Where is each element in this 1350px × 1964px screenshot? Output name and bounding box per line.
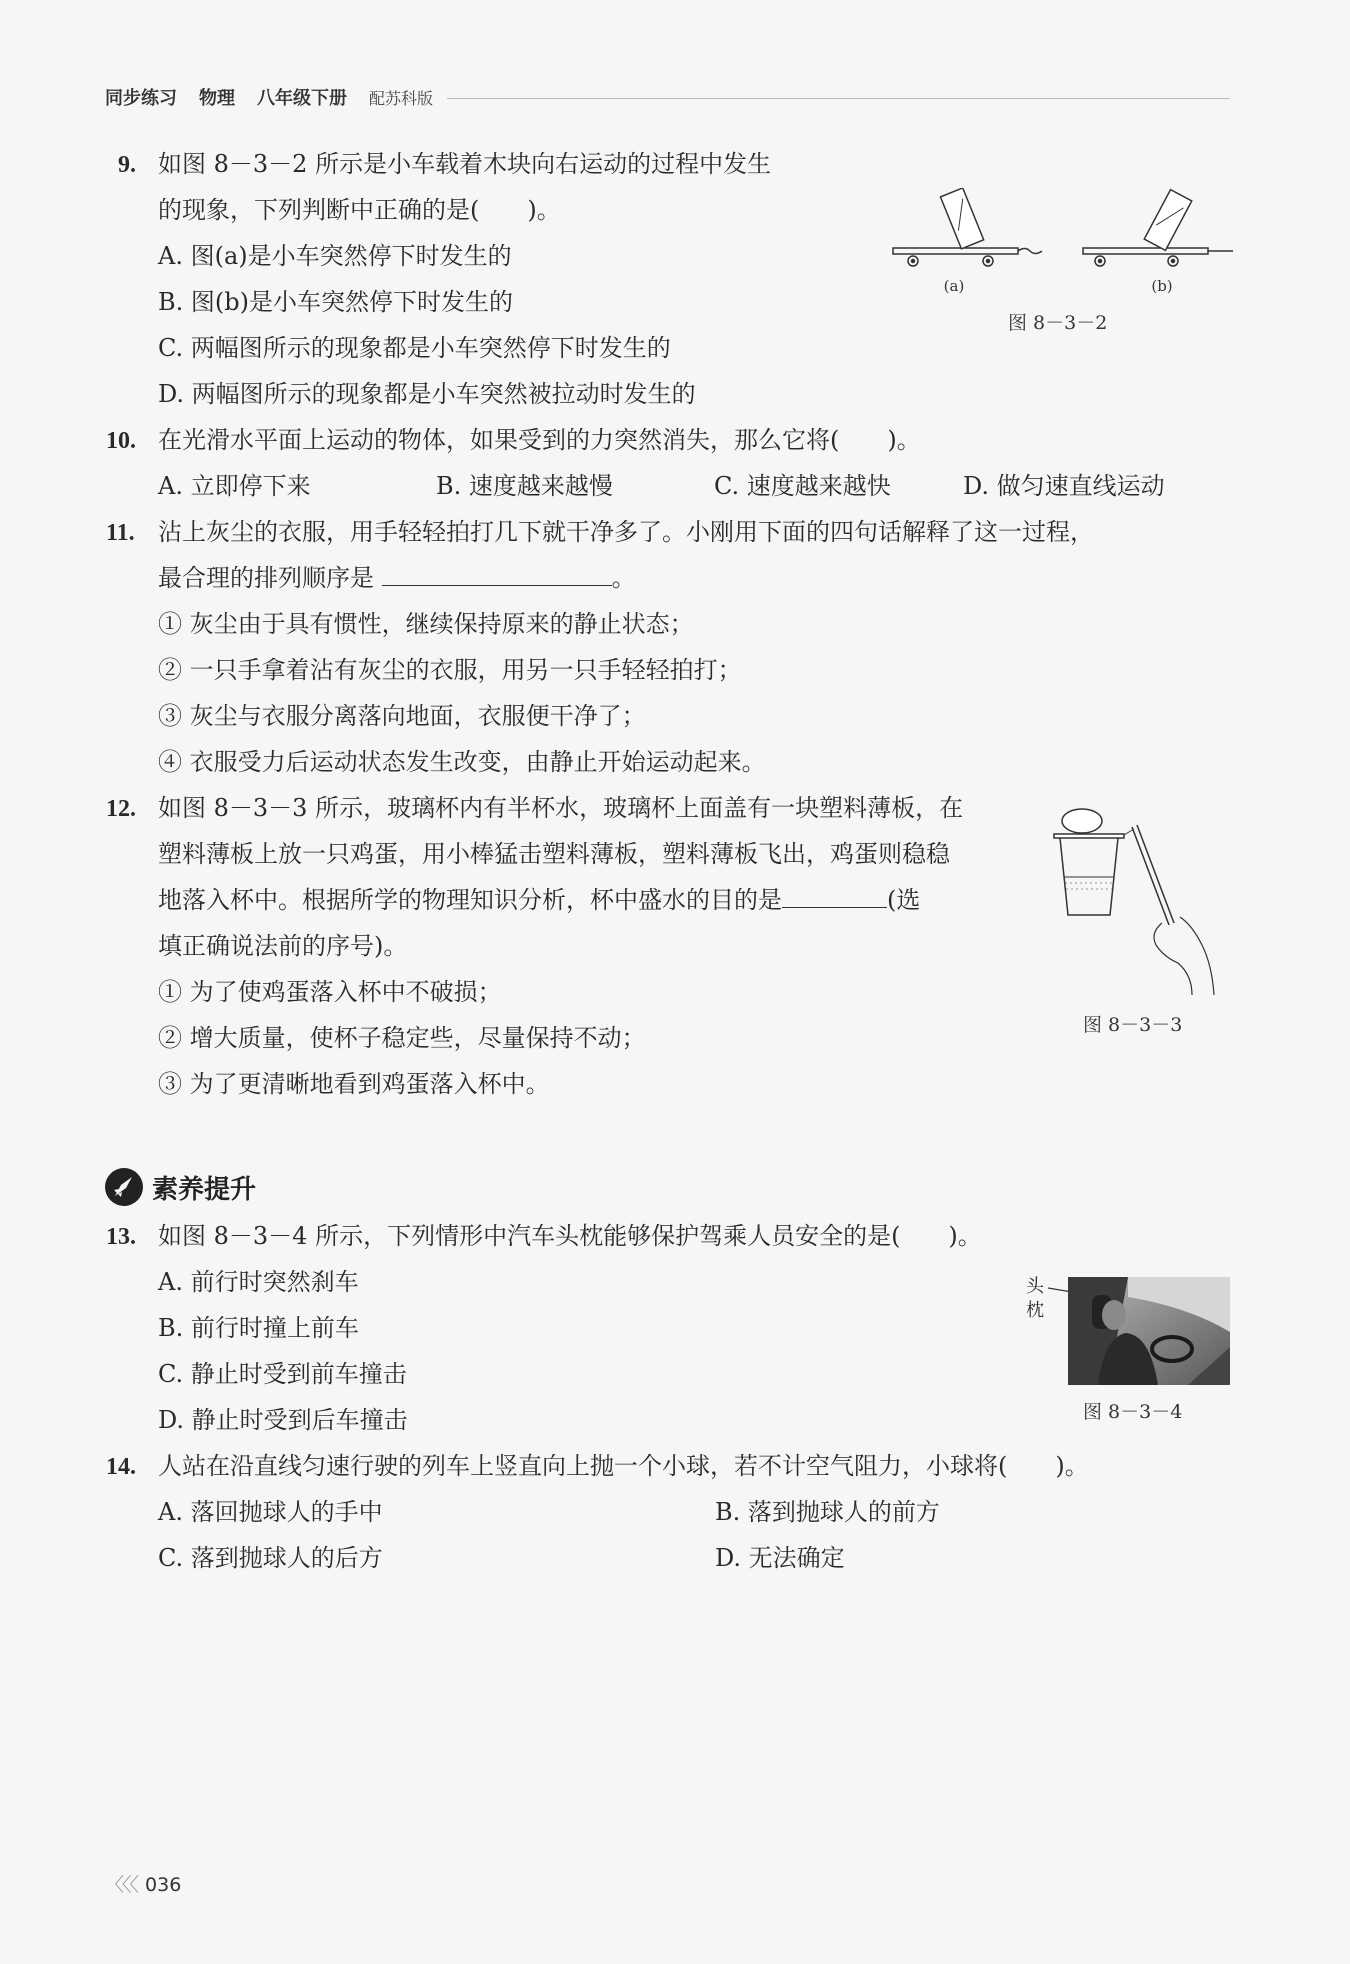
figure-b-label: (b) (1151, 277, 1173, 295)
q12-item-1: ① 为了使鸡蛋落入杯中不破损； (158, 978, 502, 1006)
q10-option-d: D. 做匀速直线运动 (963, 472, 1165, 500)
q11-stem1: 沾上灰尘的衣服，用手轻轻拍打几下就干净多了。小刚用下面的四句话解释了这一过程， (158, 518, 1094, 546)
q11-stem-line2 (158, 555, 636, 601)
q11-item-3: ③ 灰尘与衣服分离落向地面，衣服便干净了； (158, 702, 646, 730)
section-title: 素养提升 (152, 1174, 257, 1205)
q11-item-1: ① 灰尘由于具有惯性，继续保持原来的静止状态； (158, 610, 694, 638)
q12-stem-line1 (106, 785, 963, 832)
q10-option-c: C. 速度越来越快 (714, 472, 891, 500)
page-header (105, 82, 1230, 112)
stick-shape (1132, 825, 1174, 925)
q11-stem2-post: 。 (611, 564, 636, 592)
q10-stem-text: 在光滑水平面上运动的物体，如果受到的力突然消失，那么它将( )。 (158, 426, 921, 454)
page-footer (105, 1870, 181, 1897)
q13-stem-text: 如图 8－3－4 所示，下列情形中汽车头枕能够保护驾乘人员安全的是( )。 (158, 1222, 982, 1250)
q11-stem-line1 (106, 509, 1094, 556)
header-grade: 八年级下册 (257, 88, 347, 109)
figure-8-3-4-photo (1068, 1277, 1230, 1385)
q10-option-b: B. 速度越来越慢 (436, 472, 613, 500)
q12-stem1: 如图 8－3－3 所示，玻璃杯内有半杯水，玻璃杯上面盖有一块塑料薄板，在 (158, 794, 964, 822)
q13-number: 13. (106, 1224, 136, 1250)
q10-option-a: A. 立即停下来 (158, 472, 311, 500)
q12-stem-line4: 填正确说法前的序号)。 (158, 932, 408, 960)
q11-answer-blank[interactable] (382, 563, 612, 586)
q14-option-d: D. 无法确定 (715, 1544, 845, 1572)
figure-8-3-2-caption: 图 8－3－2 (1008, 312, 1108, 334)
q12-item-3: ③ 为了更清晰地看到鸡蛋落入杯中。 (158, 1070, 550, 1098)
q9-option-b: B. 图(b)是小车突然停下时发生的 (158, 288, 513, 316)
rocket-icon (104, 1167, 144, 1207)
hand-shape (1154, 917, 1214, 995)
q12-item-2: ② 增大质量，使杯子稳定些，尽量保持不动； (158, 1024, 646, 1052)
q14-stem (106, 1443, 1089, 1490)
q9-stem-line1 (118, 141, 771, 188)
egg-shape (1062, 809, 1102, 833)
q14-option-b: B. 落到抛球人的前方 (715, 1498, 940, 1526)
q12-stem-line2: 塑料薄板上放一只鸡蛋，用小棒猛击塑料薄板，塑料薄板飞出，鸡蛋则稳稳 (158, 840, 950, 868)
q11-item-4: ④ 衣服受力后运动状态发生改变，由静止开始运动起来。 (158, 748, 766, 776)
q12-stem3-post: (选 (887, 886, 921, 914)
header-series: 同步练习 (105, 88, 177, 109)
q12-answer-blank[interactable] (782, 885, 887, 908)
section-header (104, 1165, 256, 1209)
figure-8-3-3 (1052, 805, 1242, 1005)
q12-stem-line3 (158, 877, 920, 923)
figure-8-3-2 (888, 188, 1238, 298)
cart-b-diagram (1083, 190, 1233, 266)
headrest-label-1: 头 (1026, 1276, 1044, 1297)
q13-stem (106, 1213, 982, 1260)
q14-stem-text: 人站在沿直线匀速行驶的列车上竖直向上抛一个小球，若不计空气阻力，小球将( )。 (158, 1452, 1089, 1480)
q9-stem-line2: 的现象，下列判断中正确的是( )。 (158, 196, 561, 224)
headrest-label-2: 枕 (1026, 1300, 1044, 1321)
q14-option-c: C. 落到抛球人的后方 (158, 1544, 383, 1572)
figure-8-3-3-caption: 图 8－3－3 (1083, 1014, 1183, 1036)
plastic-board-shape (1054, 834, 1124, 838)
q13-option-d: D. 静止时受到后车撞击 (158, 1406, 408, 1434)
q11-number: 11. (106, 520, 135, 546)
q10-stem (106, 417, 921, 464)
q12-number: 12. (106, 796, 136, 822)
q14-number: 14. (106, 1454, 136, 1480)
q9-stem1: 如图 8－3－2 所示是小车载着木块向右运动的过程中发生 (158, 150, 772, 178)
q9-number: 9. (118, 152, 136, 178)
q11-stem2-pre: 最合理的排列顺序是 (158, 564, 374, 592)
footer-chevrons: 〈〈〈 (105, 1874, 138, 1896)
header-edition: 配苏科版 (369, 88, 434, 108)
cart-a-diagram (893, 188, 1042, 266)
figure-a-label: (a) (943, 277, 965, 295)
header-subject: 物理 (199, 88, 235, 109)
q9-option-a: A. 图(a)是小车突然停下时发生的 (158, 242, 512, 270)
header-rule (447, 98, 1230, 99)
figure-8-3-4-caption: 图 8－3－4 (1083, 1401, 1183, 1423)
q9-option-c: C. 两幅图所示的现象都是小车突然停下时发生的 (158, 334, 671, 362)
q13-option-a: A. 前行时突然刹车 (158, 1268, 359, 1296)
q9-option-d: D. 两幅图所示的现象都是小车突然被拉动时发生的 (158, 380, 696, 408)
q12-stem3-pre: 地落入杯中。根据所学的物理知识分析，杯中盛水的目的是 (158, 886, 782, 914)
q13-option-b: B. 前行时撞上前车 (158, 1314, 359, 1342)
q13-option-c: C. 静止时受到前车撞击 (158, 1360, 407, 1388)
q14-option-a: A. 落回抛球人的手中 (158, 1498, 383, 1526)
q10-number: 10. (106, 428, 136, 454)
page-number: 036 (145, 1874, 182, 1896)
q11-item-2: ② 一只手拿着沾有灰尘的衣服，用另一只手轻轻拍打； (158, 656, 742, 684)
